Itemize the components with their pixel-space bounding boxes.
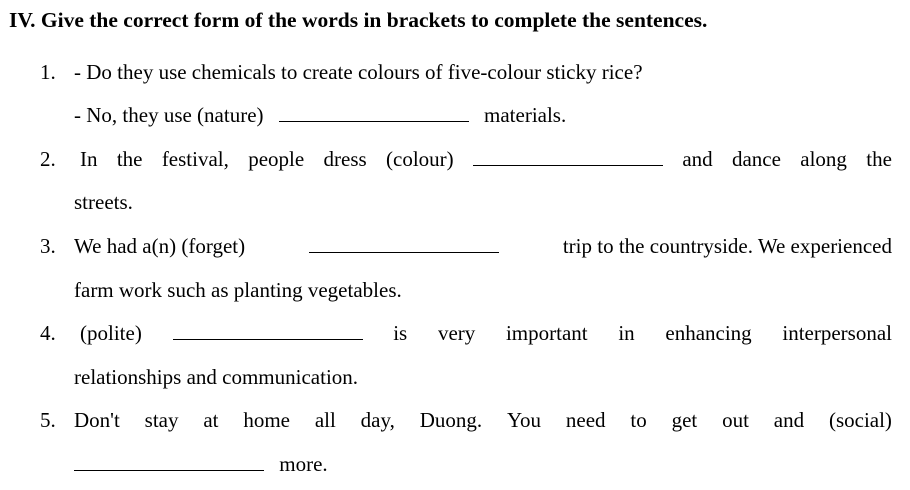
item-2-word: festival, — [161, 147, 229, 171]
item-2-word: the — [866, 147, 892, 171]
item-2-word: the — [116, 147, 143, 171]
item-5-word: Duong. — [419, 408, 483, 432]
item-2-word: dance — [731, 147, 781, 171]
item-5-word: Don't — [74, 408, 120, 432]
item-3-blank[interactable] — [309, 251, 499, 253]
item-5-word: at — [203, 408, 219, 432]
item-1-question: - Do they use chemicals to create colours of five-colour sticky rice? — [74, 60, 643, 84]
item-4-before: (polite) — [80, 321, 142, 345]
item-4-word: enhancing — [665, 321, 752, 345]
item-5-word: need — [565, 408, 606, 432]
item-5-word: You — [506, 408, 542, 432]
item-4-word: in — [618, 321, 635, 345]
item-2-line-2: streets. — [74, 190, 133, 214]
item-number-4: 4. — [40, 321, 56, 345]
item-1-answer-line — [74, 101, 892, 129]
item-5-line-1 — [74, 406, 892, 434]
item-2-word: and — [682, 147, 713, 171]
item-4-word: important — [505, 321, 588, 345]
item-5-word: to — [630, 408, 647, 432]
item-3-after: trip to the countryside. We experienced — [562, 234, 892, 258]
item-4-line-1 — [80, 319, 892, 347]
item-2-word: (colour) — [386, 147, 454, 171]
item-5-word: (social) — [828, 408, 892, 432]
item-number-3: 3. — [40, 234, 56, 258]
item-5-word: get — [671, 408, 698, 432]
item-5-line-2 — [74, 450, 892, 478]
item-5-word: and — [773, 408, 805, 432]
item-5-blank[interactable] — [74, 469, 264, 471]
item-1-blank[interactable] — [279, 120, 469, 122]
item-1-answer-before: - No, they use (nature) — [74, 103, 264, 127]
item-2-word: dress — [323, 147, 367, 171]
item-2-blank[interactable] — [473, 164, 663, 166]
item-5-after: more. — [279, 452, 328, 476]
item-4-blank[interactable] — [173, 338, 363, 340]
item-5-word: stay — [144, 408, 179, 432]
item-5-word: home — [243, 408, 290, 432]
exercise-heading: IV. Give the correct form of the words in brackets to complete the sentences. — [9, 8, 708, 32]
item-1-answer-after: materials. — [484, 103, 567, 127]
item-2-word: people — [248, 147, 305, 171]
item-4-word: interpersonal — [782, 321, 892, 345]
item-5-word: all — [314, 408, 336, 432]
item-number-1: 1. — [40, 60, 56, 84]
item-5-word: day, — [360, 408, 395, 432]
item-4-word: very — [437, 321, 476, 345]
item-2-line-1 — [80, 145, 892, 173]
item-3-before: We had a(n) (forget) — [74, 234, 246, 258]
item-2-word: along — [800, 147, 847, 171]
item-4-word: is — [393, 321, 408, 345]
item-number-2: 2. — [40, 147, 56, 171]
item-3-line-2: farm work such as planting vegetables. — [74, 278, 402, 302]
item-5-word: out — [722, 408, 749, 432]
item-number-5: 5. — [40, 408, 56, 432]
item-3-line-1 — [74, 232, 892, 260]
item-2-word: In — [80, 147, 98, 171]
item-4-line-2: relationships and communication. — [74, 365, 359, 389]
